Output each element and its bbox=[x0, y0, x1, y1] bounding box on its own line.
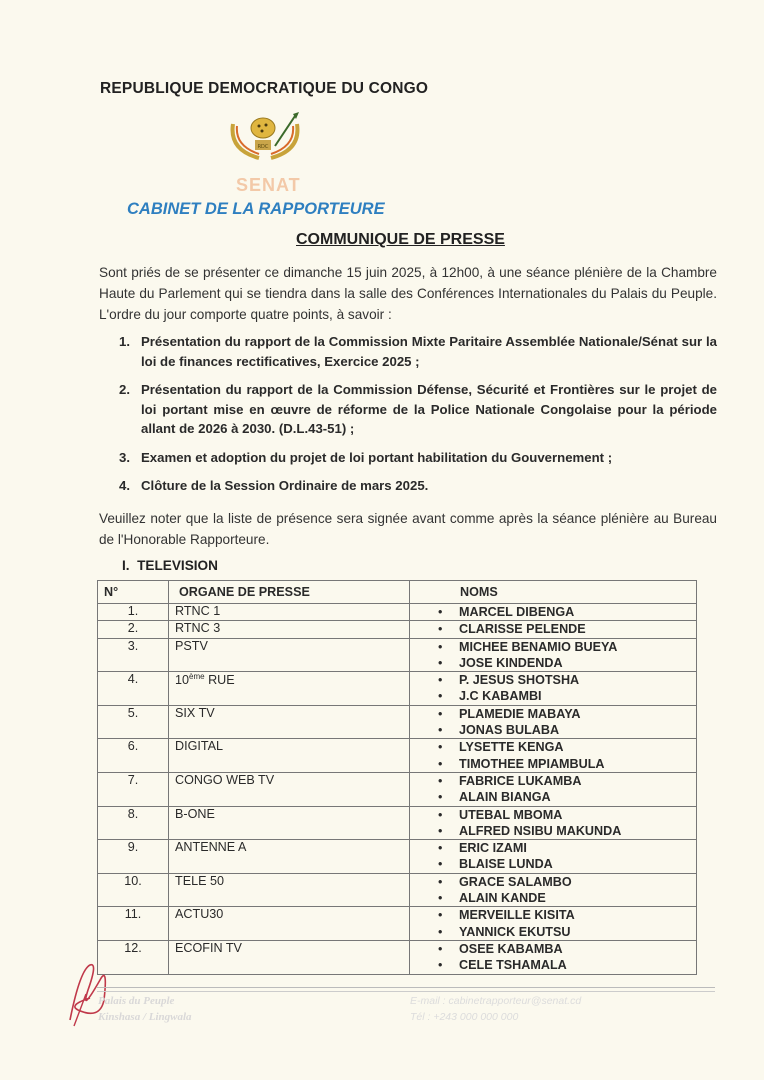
name-item: • GRACE SALAMBO bbox=[438, 874, 690, 890]
name-item: • TIMOTHEE MPIAMBULA bbox=[438, 756, 690, 772]
table-row bbox=[98, 806, 697, 840]
agenda-text: Examen et adoption du projet de loi portant habilitation du Gouvernement ; bbox=[141, 449, 613, 465]
agenda-item bbox=[119, 380, 717, 439]
row-number: 4. bbox=[98, 672, 169, 706]
row-organ: DIGITAL bbox=[169, 739, 410, 773]
agenda-list bbox=[119, 332, 717, 505]
row-names bbox=[410, 772, 697, 806]
column-header-organ: ORGANE DE PRESSE bbox=[169, 581, 410, 604]
svg-text:RDC: RDC bbox=[257, 144, 269, 150]
names-list bbox=[416, 739, 690, 772]
name-item: • ERIC IZAMI bbox=[438, 840, 690, 856]
emblem-icon bbox=[215, 110, 315, 170]
footer-divider bbox=[97, 991, 715, 992]
row-organ: TELE 50 bbox=[169, 873, 410, 907]
name-item: • MARCEL DIBENGA bbox=[438, 604, 690, 620]
table-body bbox=[98, 604, 697, 975]
agenda-text: Présentation du rapport de la Commission Mixte Paritaire Assemblée Nationale/Sénat sur la loi de finances rectificatives, Exercice 2025 ; bbox=[141, 334, 717, 369]
table-row bbox=[98, 621, 697, 638]
row-organ: RTNC 1 bbox=[169, 604, 410, 621]
table-row bbox=[98, 772, 697, 806]
names-list bbox=[416, 621, 690, 637]
row-names bbox=[410, 672, 697, 706]
row-number: 10. bbox=[98, 873, 169, 907]
name-item: • ALAIN KANDE bbox=[438, 890, 690, 906]
row-organ: PSTV bbox=[169, 638, 410, 672]
note-paragraph: Veuillez noter que la liste de présence sera signée avant comme après la séance plénière au Bureau de l'Honorable Rapporteure. bbox=[99, 511, 717, 547]
name-item: • JONAS BULABA bbox=[438, 722, 690, 738]
names-list bbox=[416, 941, 690, 974]
intro-paragraph: Sont priés de se présenter ce dimanche 15 juin 2025, à 12h00, à une séance plénière de la Chambre Haute du Parlement qui se tiendra dans la salle des Conférences Internationales du Palais du Peuple. L'ordre du jour comporte quatre points, à savoir : bbox=[99, 265, 717, 322]
row-names bbox=[410, 621, 697, 638]
name-item: • PLAMEDIE MABAYA bbox=[438, 706, 690, 722]
country-heading: REPUBLIQUE DEMOCRATIQUE DU CONGO bbox=[100, 80, 429, 97]
footer-contact bbox=[410, 993, 581, 1025]
row-names bbox=[410, 604, 697, 621]
row-organ: SIX TV bbox=[169, 705, 410, 739]
agenda-item bbox=[119, 448, 717, 468]
column-header-num: N° bbox=[98, 581, 169, 604]
names-list bbox=[416, 773, 690, 806]
section-heading: I. TELEVISION bbox=[122, 558, 218, 573]
names-list bbox=[416, 807, 690, 840]
footer-address-line: Palais du Peuple bbox=[98, 995, 175, 1007]
row-number: 1. bbox=[98, 604, 169, 621]
name-item: • FABRICE LUKAMBA bbox=[438, 773, 690, 789]
table-row bbox=[98, 940, 697, 974]
name-item: • ALAIN BIANGA bbox=[438, 789, 690, 805]
name-item: • JOSE KINDENDA bbox=[438, 655, 690, 671]
row-number: 9. bbox=[98, 840, 169, 874]
row-names bbox=[410, 940, 697, 974]
row-number: 5. bbox=[98, 705, 169, 739]
row-names bbox=[410, 840, 697, 874]
row-organ: CONGO WEB TV bbox=[169, 772, 410, 806]
row-organ: B-ONE bbox=[169, 806, 410, 840]
agenda-text: Clôture de la Session Ordinaire de mars 2025. bbox=[141, 478, 429, 493]
table-row bbox=[98, 739, 697, 773]
column-header-names: NOMS bbox=[410, 581, 697, 604]
footer-phone: Tél : +243 000 000 000 bbox=[410, 1011, 519, 1023]
row-names bbox=[410, 739, 697, 773]
names-list bbox=[416, 706, 690, 739]
table-row bbox=[98, 840, 697, 874]
row-number: 11. bbox=[98, 907, 169, 941]
table-row bbox=[98, 604, 697, 621]
agenda-number: 1. bbox=[119, 334, 130, 349]
footer-divider bbox=[97, 987, 715, 988]
name-item: • J.C KABAMBI bbox=[438, 688, 690, 704]
institution-name: SENAT bbox=[236, 175, 301, 195]
row-organ: 10ème RUE bbox=[169, 672, 410, 706]
name-item: • MICHEE BENAMIO BUEYA bbox=[438, 639, 690, 655]
row-organ: RTNC 3 bbox=[169, 621, 410, 638]
table-row bbox=[98, 873, 697, 907]
row-names bbox=[410, 907, 697, 941]
row-number: 7. bbox=[98, 772, 169, 806]
names-list bbox=[416, 874, 690, 907]
row-names bbox=[410, 806, 697, 840]
footer-email: E-mail : cabinetrapporteur@senat.cd bbox=[410, 995, 582, 1007]
name-item: • MERVEILLE KISITA bbox=[438, 907, 690, 923]
press-table bbox=[97, 580, 697, 975]
agenda-text: Présentation du rapport de la Commission Défense, Sécurité et Frontières sur le projet de loi portant mise en œuvre de réforme de la Police Nationale Congolaise pour la période allant de 2026 à 2030. (D.L.43-51) ; bbox=[141, 382, 717, 436]
name-item: • P. JESUS SHOTSHA bbox=[438, 672, 690, 688]
agenda-number: 4. bbox=[119, 478, 130, 493]
footer-address-line: Kinshasa / Lingwala bbox=[98, 1011, 192, 1023]
page-title: COMMUNIQUE DE PRESSE bbox=[296, 231, 505, 248]
row-names bbox=[410, 705, 697, 739]
name-item: • YANNICK EKUTSU bbox=[438, 924, 690, 940]
name-item: • BLAISE LUNDA bbox=[438, 856, 690, 872]
name-item: • ALFRED NSIBU MAKUNDA bbox=[438, 823, 690, 839]
row-number: 8. bbox=[98, 806, 169, 840]
names-list bbox=[416, 840, 690, 873]
names-list bbox=[416, 907, 690, 940]
row-names bbox=[410, 873, 697, 907]
agenda-number: 3. bbox=[119, 449, 130, 465]
name-item: • LYSETTE KENGA bbox=[438, 739, 690, 755]
table-row bbox=[98, 638, 697, 672]
table-row bbox=[98, 672, 697, 706]
agenda-number: 2. bbox=[119, 382, 130, 397]
footer-address bbox=[98, 993, 192, 1025]
name-item: • OSEE KABAMBA bbox=[438, 941, 690, 957]
row-names bbox=[410, 638, 697, 672]
row-organ: ANTENNE A bbox=[169, 840, 410, 874]
row-organ: ECOFIN TV bbox=[169, 940, 410, 974]
cabinet-heading: CABINET DE LA RAPPORTEURE bbox=[127, 200, 385, 218]
names-list bbox=[416, 672, 690, 705]
row-organ: ACTU30 bbox=[169, 907, 410, 941]
row-number: 12. bbox=[98, 940, 169, 974]
agenda-item bbox=[119, 332, 717, 371]
names-list bbox=[416, 639, 690, 672]
name-item: • CELE TSHAMALA bbox=[438, 957, 690, 973]
name-item: • CLARISSE PELENDE bbox=[438, 621, 690, 637]
row-number: 6. bbox=[98, 739, 169, 773]
table-row bbox=[98, 705, 697, 739]
table-header-row bbox=[98, 581, 697, 604]
names-list bbox=[416, 604, 690, 620]
row-number: 3. bbox=[98, 638, 169, 672]
row-number: 2. bbox=[98, 621, 169, 638]
name-item: • UTEBAL MBOMA bbox=[438, 807, 690, 823]
agenda-item bbox=[119, 476, 717, 496]
table-row bbox=[98, 907, 697, 941]
